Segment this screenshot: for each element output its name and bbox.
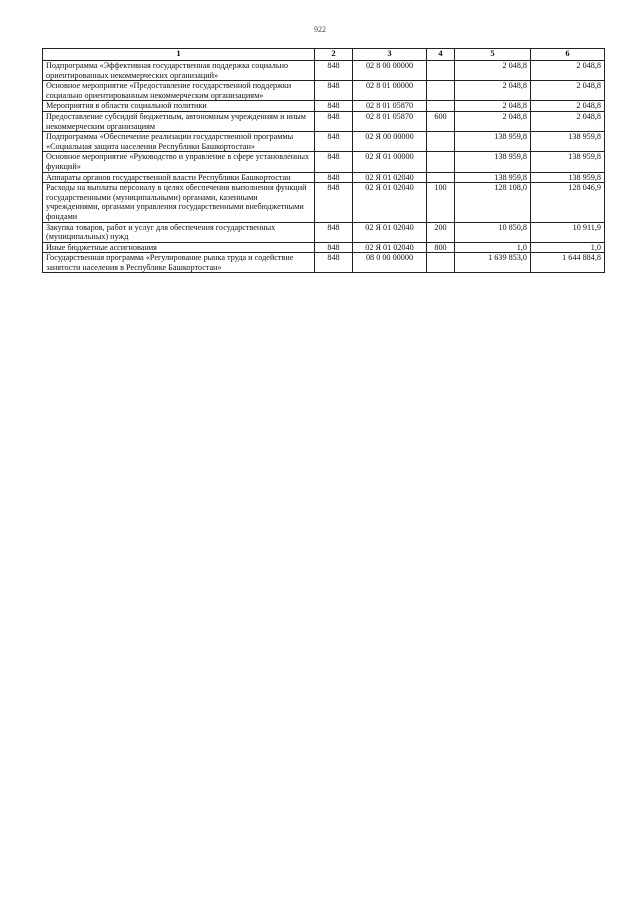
column-header: 1 (43, 49, 315, 61)
target-code-cell: 02 Я 01 02040 (353, 242, 427, 253)
expense-type-cell (427, 152, 455, 172)
expense-type-cell (427, 132, 455, 152)
row-name-cell: Подпрограмма «Обеспечение реализации государственной программы «Социальная защита населения Республики Башкортостан» (43, 132, 315, 152)
table-header-row (43, 49, 605, 61)
amount-cell-col5: 2 048,8 (455, 111, 531, 131)
admin-code-cell: 848 (315, 152, 353, 172)
target-code-cell: 02 Я 01 02040 (353, 183, 427, 222)
target-code-cell: 02 8 00 00000 (353, 61, 427, 81)
amount-cell-col5: 1 639 853,0 (455, 253, 531, 273)
row-name-cell: Основное мероприятие «Руководство и управление в сфере установленных функций» (43, 152, 315, 172)
column-header: 5 (455, 49, 531, 61)
amount-cell-col6: 1,0 (531, 242, 605, 253)
amount-cell-col6: 1 644 884,8 (531, 253, 605, 273)
target-code-cell: 02 Я 01 02040 (353, 172, 427, 183)
amount-cell-col6: 2 048,8 (531, 101, 605, 112)
admin-code-cell: 848 (315, 183, 353, 222)
target-code-cell: 08 0 00 00000 (353, 253, 427, 273)
amount-cell-col5: 1,0 (455, 242, 531, 253)
amount-cell-col6: 2 048,8 (531, 111, 605, 131)
row-name-cell: Иные бюджетные ассигнования (43, 242, 315, 253)
expense-type-cell: 800 (427, 242, 455, 253)
expense-type-cell: 600 (427, 111, 455, 131)
row-name-cell: Мероприятия в области социальной политики (43, 101, 315, 112)
expense-type-cell (427, 172, 455, 183)
row-name-cell: Подпрограмма «Эффективная государственная поддержка социально ориентированных некоммерческих организаций» (43, 61, 315, 81)
target-code-cell: 02 Я 01 02040 (353, 222, 427, 242)
budget-table (42, 48, 605, 273)
expense-type-cell (427, 253, 455, 273)
table-row (43, 172, 605, 183)
amount-cell-col5: 138 959,8 (455, 132, 531, 152)
admin-code-cell: 848 (315, 242, 353, 253)
amount-cell-col5: 128 108,0 (455, 183, 531, 222)
amount-cell-col6: 128 046,9 (531, 183, 605, 222)
admin-code-cell: 848 (315, 132, 353, 152)
admin-code-cell: 848 (315, 101, 353, 112)
expense-type-cell: 100 (427, 183, 455, 222)
row-name-cell: Предоставление субсидий бюджетным, автономным учреждениям и иным некоммерческим организациям (43, 111, 315, 131)
column-header: 6 (531, 49, 605, 61)
column-header: 3 (353, 49, 427, 61)
table-row (43, 253, 605, 273)
column-header: 2 (315, 49, 353, 61)
row-name-cell: Основное мероприятие «Предоставление государственной поддержки социально ориентированным некоммерческим организациям» (43, 81, 315, 101)
table-row (43, 183, 605, 222)
column-header: 4 (427, 49, 455, 61)
admin-code-cell: 848 (315, 222, 353, 242)
amount-cell-col5: 2 048,8 (455, 101, 531, 112)
admin-code-cell: 848 (315, 253, 353, 273)
amount-cell-col6: 138 959,8 (531, 132, 605, 152)
table-row (43, 132, 605, 152)
amount-cell-col5: 10 850,8 (455, 222, 531, 242)
amount-cell-col5: 138 959,8 (455, 152, 531, 172)
amount-cell-col5: 2 048,8 (455, 61, 531, 81)
expense-type-cell (427, 101, 455, 112)
table-row (43, 222, 605, 242)
page-number: 922 (314, 25, 326, 34)
admin-code-cell: 848 (315, 172, 353, 183)
expense-type-cell (427, 61, 455, 81)
table-row (43, 242, 605, 253)
table-row (43, 61, 605, 81)
row-name-cell: Расходы на выплаты персоналу в целях обеспечения выполнения функций государственными (муниципальными) органами, казенными учреждениями, органами управления государственными внебюджетными фондами (43, 183, 315, 222)
amount-cell-col5: 2 048,8 (455, 81, 531, 101)
amount-cell-col6: 2 048,8 (531, 81, 605, 101)
table-row (43, 81, 605, 101)
table-row (43, 152, 605, 172)
target-code-cell: 02 Я 01 00000 (353, 152, 427, 172)
row-name-cell: Аппараты органов государственной власти Республики Башкортостан (43, 172, 315, 183)
amount-cell-col6: 138 959,8 (531, 152, 605, 172)
expense-type-cell (427, 81, 455, 101)
amount-cell-col6: 10 911,9 (531, 222, 605, 242)
amount-cell-col5: 138 959,8 (455, 172, 531, 183)
table-row (43, 111, 605, 131)
amount-cell-col6: 2 048,8 (531, 61, 605, 81)
target-code-cell: 02 8 01 05870 (353, 111, 427, 131)
row-name-cell: Государственная программа «Регулирование рынка труда и содействие занятости населения в Республике Башкортостан» (43, 253, 315, 273)
target-code-cell: 02 8 01 05870 (353, 101, 427, 112)
admin-code-cell: 848 (315, 61, 353, 81)
row-name-cell: Закупка товаров, работ и услуг для обеспечения государственных (муниципальных) нужд (43, 222, 315, 242)
table-row (43, 101, 605, 112)
amount-cell-col6: 138 959,8 (531, 172, 605, 183)
admin-code-cell: 848 (315, 111, 353, 131)
admin-code-cell: 848 (315, 81, 353, 101)
expense-type-cell: 200 (427, 222, 455, 242)
target-code-cell: 02 Я 00 00000 (353, 132, 427, 152)
target-code-cell: 02 8 01 00000 (353, 81, 427, 101)
